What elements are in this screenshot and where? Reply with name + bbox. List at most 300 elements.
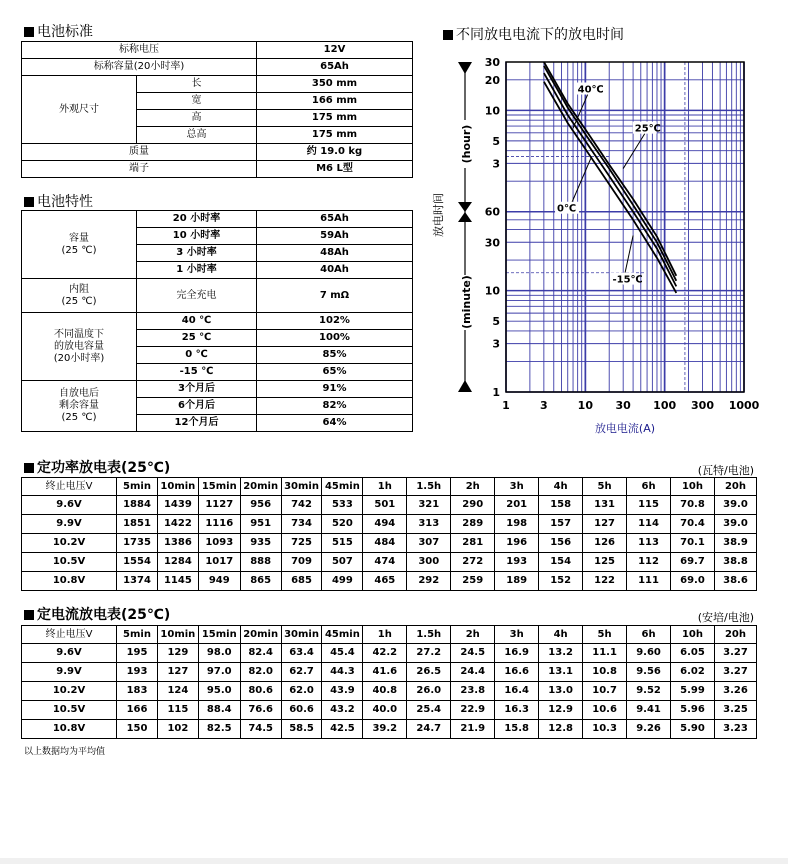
dims-group-label: 外观尺寸 [22, 76, 137, 144]
duration-header: 2h [451, 478, 495, 496]
table-cell: 1145 [157, 572, 198, 591]
table-cell: 122 [583, 572, 627, 591]
table-cell: 115 [157, 701, 198, 720]
duration-header: 2h [451, 626, 495, 644]
table-cell: 115 [627, 496, 671, 515]
spec-label: 标称电压 [22, 42, 257, 59]
table-cell: 685 [281, 572, 322, 591]
duration-header: 15min [198, 626, 240, 644]
table-cell: 501 [363, 496, 407, 515]
power-table [21, 477, 757, 591]
duration-header: 4h [539, 626, 583, 644]
table-row [22, 496, 757, 515]
table-cell: 21.9 [451, 720, 495, 739]
duration-header: 15min [198, 478, 240, 496]
table-cell: 3.27 [714, 644, 756, 663]
table-cell: 45.4 [322, 644, 363, 663]
table-cell: 313 [407, 515, 451, 534]
table-cell: 1422 [157, 515, 198, 534]
table-cell: 888 [240, 553, 281, 572]
table-cell: 70.8 [671, 496, 715, 515]
dim-value: 175 mm [257, 110, 413, 127]
table-cell: 10.3 [583, 720, 627, 739]
table-cell: 1554 [117, 553, 158, 572]
table-cell: 24.7 [407, 720, 451, 739]
cutoff-voltage-cell: 10.5V [22, 553, 117, 572]
table-cell: 725 [281, 534, 322, 553]
table-cell: 27.2 [407, 644, 451, 663]
y-upper-unit-label: (hour) [460, 124, 473, 164]
weight-label: 质量 [22, 144, 257, 161]
axis-arrow-icon [458, 202, 472, 212]
series-label: 0℃ [557, 203, 577, 215]
table-cell: 494 [363, 515, 407, 534]
table-cell: 10.6 [583, 701, 627, 720]
duration-header: 3h [495, 626, 539, 644]
table-cell: 259 [451, 572, 495, 591]
table-cell: 1116 [198, 515, 240, 534]
char-title-text: 电池特性 [37, 194, 93, 210]
capacity-rate: 10 小时率 [137, 228, 257, 245]
cutoff-voltage-cell: 10.8V [22, 572, 117, 591]
table-cell: 152 [539, 572, 583, 591]
table-row [22, 572, 757, 591]
table-cell: 111 [627, 572, 671, 591]
self-discharge-value: 91% [257, 381, 413, 398]
characteristics-table [21, 210, 413, 432]
table-cell: 82.0 [240, 663, 281, 682]
dim-value: 350 mm [257, 76, 413, 93]
x-tick-label: 300 [691, 399, 715, 412]
table-cell: 129 [157, 644, 198, 663]
table-row [22, 720, 757, 739]
x-tick-label: 1 [502, 399, 510, 412]
axis-arrow-icon [458, 380, 472, 392]
table-cell: 6.05 [671, 644, 715, 663]
plot-frame [506, 62, 744, 392]
y-axis-title: 放电时间 [432, 193, 445, 237]
self-discharge-label: 6个月后 [137, 398, 257, 415]
table-cell: 292 [407, 572, 451, 591]
y-hour-tick-label: 3 [492, 157, 500, 171]
table-cell: 22.9 [451, 701, 495, 720]
chart-series [544, 62, 676, 293]
x-tick-label: 30 [615, 399, 631, 412]
capacity-value: 48Ah [257, 245, 413, 262]
cutoff-voltage-cell: 9.9V [22, 663, 117, 682]
table-cell: 158 [539, 496, 583, 515]
table-cell: 41.6 [363, 663, 407, 682]
table-cell: 24.5 [451, 644, 495, 663]
duration-header: 5h [583, 478, 627, 496]
table-cell: 24.4 [451, 663, 495, 682]
duration-header: 45min [322, 478, 363, 496]
dim-value: 166 mm [257, 93, 413, 110]
table-cell: 95.0 [198, 682, 240, 701]
cutoff-voltage-cell: 10.8V [22, 720, 117, 739]
table-cell: 9.52 [627, 682, 671, 701]
table-cell: 484 [363, 534, 407, 553]
table-cell: 13.0 [539, 682, 583, 701]
resistance-label: 完全充电 [137, 279, 257, 313]
table-cell: 16.9 [495, 644, 539, 663]
table-cell: 127 [583, 515, 627, 534]
duration-header: 6h [627, 626, 671, 644]
table-cell: 5.96 [671, 701, 715, 720]
chart-title-text: 不同放电电流下的放电时间 [456, 27, 624, 43]
capacity-rate: 1 小时率 [137, 262, 257, 279]
table-cell: 76.6 [240, 701, 281, 720]
duration-header: 10h [671, 478, 715, 496]
table-cell: 43.2 [322, 701, 363, 720]
table-cell: 3.23 [714, 720, 756, 739]
table-cell: 102 [157, 720, 198, 739]
table-cell: 80.6 [240, 682, 281, 701]
table-cell: 62.0 [281, 682, 322, 701]
dim-label: 高 [137, 110, 257, 127]
duration-header: 45min [322, 626, 363, 644]
table-cell: 157 [539, 515, 583, 534]
temp-label: 40 ℃ [137, 313, 257, 330]
table-cell: 198 [495, 515, 539, 534]
table-cell: 23.8 [451, 682, 495, 701]
table-cell: 709 [281, 553, 322, 572]
table-cell: 1017 [198, 553, 240, 572]
table-cell: 5.90 [671, 720, 715, 739]
table-cell: 321 [407, 496, 451, 515]
table-cell: 11.1 [583, 644, 627, 663]
table-cell: 201 [495, 496, 539, 515]
table-cell: 734 [281, 515, 322, 534]
series-label: 40℃ [577, 84, 604, 96]
char-section-title [24, 194, 93, 210]
weight-value: 约 19.0 kg [257, 144, 413, 161]
table-cell: 951 [240, 515, 281, 534]
table-cell: 193 [495, 553, 539, 572]
table-cell: 307 [407, 534, 451, 553]
current-title-text: 定电流放电表(25℃) [37, 607, 171, 623]
cutoff-voltage-cell: 9.6V [22, 496, 117, 515]
resistance-value: 7 mΩ [257, 279, 413, 313]
current-unit: (安培/电池) [697, 611, 754, 624]
table-cell: 3.25 [714, 701, 756, 720]
table-row [22, 682, 757, 701]
table-cell: 127 [157, 663, 198, 682]
table-cell: 3.27 [714, 663, 756, 682]
spec-table [21, 41, 413, 178]
duration-header: 1h [363, 626, 407, 644]
capacity-rate: 20 小时率 [137, 211, 257, 228]
resistance-group-label: 内阻 (25 ℃) [22, 279, 137, 313]
spec-value: 12V [257, 42, 413, 59]
table-cell: 125 [583, 553, 627, 572]
dim-label: 长 [137, 76, 257, 93]
table-cell: 281 [451, 534, 495, 553]
table-cell: 865 [240, 572, 281, 591]
table-cell: 38.9 [714, 534, 756, 553]
dim-label: 总高 [137, 127, 257, 144]
table-cell: 193 [117, 663, 158, 682]
table-cell: 15.8 [495, 720, 539, 739]
table-cell: 63.4 [281, 644, 322, 663]
y-minute-tick-label: 5 [492, 315, 500, 329]
table-cell: 154 [539, 553, 583, 572]
table-cell: 126 [583, 534, 627, 553]
table-cell: 1851 [117, 515, 158, 534]
table-cell: 74.5 [240, 720, 281, 739]
capacity-value: 40Ah [257, 262, 413, 279]
duration-header: 6h [627, 478, 671, 496]
duration-header: 5min [117, 626, 158, 644]
duration-header: 20min [240, 626, 281, 644]
y-hour-tick-label: 20 [484, 73, 500, 87]
y-lower-unit-label: (minute) [460, 275, 473, 329]
table-cell: 13.2 [539, 644, 583, 663]
spec-value: 65Ah [257, 59, 413, 76]
chart-ticks [485, 56, 760, 412]
square-bullet-icon [24, 463, 34, 473]
power-unit: (瓦特/电池) [697, 464, 754, 477]
table-cell: 9.41 [627, 701, 671, 720]
table-cell: 520 [322, 515, 363, 534]
self-discharge-value: 64% [257, 415, 413, 432]
dim-label: 宽 [137, 93, 257, 110]
table-row [22, 701, 757, 720]
table-cell: 82.4 [240, 644, 281, 663]
table-cell: 13.1 [539, 663, 583, 682]
table-cell: 43.9 [322, 682, 363, 701]
table-cell: 150 [117, 720, 158, 739]
table-cell: 40.8 [363, 682, 407, 701]
table-cell: 38.6 [714, 572, 756, 591]
self-discharge-label: 12个月后 [137, 415, 257, 432]
table-cell: 98.0 [198, 644, 240, 663]
table-cell: 507 [322, 553, 363, 572]
temp-group-label: 不同温度下 的放电容量 (20小时率) [22, 313, 137, 381]
square-bullet-icon [24, 610, 34, 620]
table-cell: 82.5 [198, 720, 240, 739]
x-tick-label: 3 [540, 399, 548, 412]
table-cell: 16.3 [495, 701, 539, 720]
table-cell: 195 [117, 644, 158, 663]
series-line-2 [544, 73, 676, 286]
table-cell: 9.26 [627, 720, 671, 739]
table-cell: 26.5 [407, 663, 451, 682]
table-cell: 956 [240, 496, 281, 515]
duration-header: 30min [281, 478, 322, 496]
table-row [22, 553, 757, 572]
table-cell: 289 [451, 515, 495, 534]
table-cell: 474 [363, 553, 407, 572]
chart-grid [506, 62, 744, 392]
table-cell: 12.9 [539, 701, 583, 720]
table-row [22, 663, 757, 682]
table-cell: 935 [240, 534, 281, 553]
current-table-title [24, 607, 170, 623]
table-cell: 166 [117, 701, 158, 720]
table-cell: 69.7 [671, 553, 715, 572]
table-cell: 38.8 [714, 553, 756, 572]
table-cell: 742 [281, 496, 322, 515]
table-cell: 69.0 [671, 572, 715, 591]
y-hour-tick-label: 5 [492, 134, 500, 148]
table-cell: 44.3 [322, 663, 363, 682]
table-cell: 16.6 [495, 663, 539, 682]
capacity-value: 65Ah [257, 211, 413, 228]
table-cell: 290 [451, 496, 495, 515]
table-cell: 1735 [117, 534, 158, 553]
y-minute-tick-label: 30 [484, 236, 500, 250]
series-label: 25℃ [634, 123, 661, 135]
axis-arrow-icon [458, 212, 472, 222]
table-cell: 114 [627, 515, 671, 534]
power-table-title [24, 460, 170, 476]
series-line-3 [544, 82, 676, 293]
temp-value: 100% [257, 330, 413, 347]
table-cell: 131 [583, 496, 627, 515]
temp-label: 0 ℃ [137, 347, 257, 364]
table-cell: 1884 [117, 496, 158, 515]
table-row [22, 515, 757, 534]
table-cell: 1127 [198, 496, 240, 515]
table-cell: 1439 [157, 496, 198, 515]
table-cell: 1374 [117, 572, 158, 591]
temp-label: 25 ℃ [137, 330, 257, 347]
duration-header: 5min [117, 478, 158, 496]
self-discharge-group-label: 自放电后 剩余容量 (25 ℃) [22, 381, 137, 432]
temp-value: 65% [257, 364, 413, 381]
table-cell: 465 [363, 572, 407, 591]
discharge-time-chart [430, 50, 770, 440]
spec-label: 标称容量(20小时率) [22, 59, 257, 76]
chart-title [443, 24, 624, 44]
table-cell: 25.4 [407, 701, 451, 720]
table-cell: 515 [322, 534, 363, 553]
square-bullet-icon [24, 27, 34, 37]
square-bullet-icon [443, 30, 453, 40]
table-cell: 62.7 [281, 663, 322, 682]
terminal-value: M6 L型 [257, 161, 413, 178]
x-axis-title: 放电电流(A) [594, 422, 656, 435]
x-tick-label: 1000 [728, 399, 760, 412]
power-title-text: 定功率放电表(25℃) [37, 460, 171, 476]
duration-header: 30min [281, 626, 322, 644]
duration-header: 10min [157, 478, 198, 496]
table-cell: 70.4 [671, 515, 715, 534]
temp-label: -15 ℃ [137, 364, 257, 381]
duration-header: 20h [714, 626, 756, 644]
duration-header: 10h [671, 626, 715, 644]
table-cell: 1284 [157, 553, 198, 572]
table-cell: 112 [627, 553, 671, 572]
self-discharge-value: 82% [257, 398, 413, 415]
current-table [21, 625, 757, 739]
square-bullet-icon [24, 197, 34, 207]
y-hour-tick-label: 30 [484, 56, 500, 69]
x-tick-label: 100 [653, 399, 677, 412]
table-cell: 189 [495, 572, 539, 591]
cutoff-voltage-cell: 10.2V [22, 534, 117, 553]
table-cell: 6.02 [671, 663, 715, 682]
table-row [22, 644, 757, 663]
table-cell: 26.0 [407, 682, 451, 701]
table-cell: 3.26 [714, 682, 756, 701]
table-cell: 196 [495, 534, 539, 553]
table-cell: 9.60 [627, 644, 671, 663]
table-cell: 113 [627, 534, 671, 553]
table-cell: 12.8 [539, 720, 583, 739]
table-cell: 10.7 [583, 682, 627, 701]
table-cell: 10.8 [583, 663, 627, 682]
table-cell: 42.5 [322, 720, 363, 739]
table-cell: 949 [198, 572, 240, 591]
spec-title-text: 电池标准 [37, 24, 93, 40]
y-hour-tick-label: 10 [484, 104, 500, 118]
table-row [22, 534, 757, 553]
table-cell: 1093 [198, 534, 240, 553]
axis-arrow-icon [458, 62, 472, 74]
capacity-rate: 3 小时率 [137, 245, 257, 262]
table-cell: 58.5 [281, 720, 322, 739]
temp-value: 102% [257, 313, 413, 330]
table-cell: 16.4 [495, 682, 539, 701]
table-cell: 5.99 [671, 682, 715, 701]
table-cell: 88.4 [198, 701, 240, 720]
y-minute-tick-label: 1 [492, 386, 500, 399]
footnote: 以上数据均为平均值 [24, 747, 106, 757]
table-cell: 39.0 [714, 515, 756, 534]
temp-value: 85% [257, 347, 413, 364]
table-cell: 42.2 [363, 644, 407, 663]
table-cell: 40.0 [363, 701, 407, 720]
series-label: -15℃ [612, 274, 643, 286]
capacity-value: 59Ah [257, 228, 413, 245]
dim-value: 175 mm [257, 127, 413, 144]
y-minute-tick-label: 10 [484, 284, 500, 298]
self-discharge-label: 3个月后 [137, 381, 257, 398]
duration-header: 1h [363, 478, 407, 496]
table-cell: 183 [117, 682, 158, 701]
cutoff-voltage-cell: 10.2V [22, 682, 117, 701]
capacity-group-label: 容量 (25 ℃) [22, 211, 137, 279]
duration-header: 1.5h [407, 478, 451, 496]
duration-header: 20h [714, 478, 756, 496]
duration-header: 5h [583, 626, 627, 644]
duration-header: 4h [539, 478, 583, 496]
table-cell: 533 [322, 496, 363, 515]
table-cell: 499 [322, 572, 363, 591]
table-cell: 272 [451, 553, 495, 572]
cutoff-voltage-cell: 9.9V [22, 515, 117, 534]
spec-section-title [24, 24, 93, 40]
duration-header: 1.5h [407, 626, 451, 644]
x-tick-label: 10 [577, 399, 593, 412]
cutoff-voltage-header: 终止电压V [22, 478, 117, 496]
cutoff-voltage-cell: 9.6V [22, 644, 117, 663]
cutoff-voltage-header: 终止电压V [22, 626, 117, 644]
table-cell: 70.1 [671, 534, 715, 553]
duration-header: 10min [157, 626, 198, 644]
table-cell: 156 [539, 534, 583, 553]
table-cell: 60.6 [281, 701, 322, 720]
y-minute-tick-label: 3 [492, 337, 500, 351]
y-minute-tick-label: 60 [484, 205, 500, 219]
table-cell: 39.0 [714, 496, 756, 515]
cutoff-voltage-cell: 10.5V [22, 701, 117, 720]
table-cell: 1386 [157, 534, 198, 553]
bottom-bar [0, 858, 788, 864]
table-cell: 9.56 [627, 663, 671, 682]
